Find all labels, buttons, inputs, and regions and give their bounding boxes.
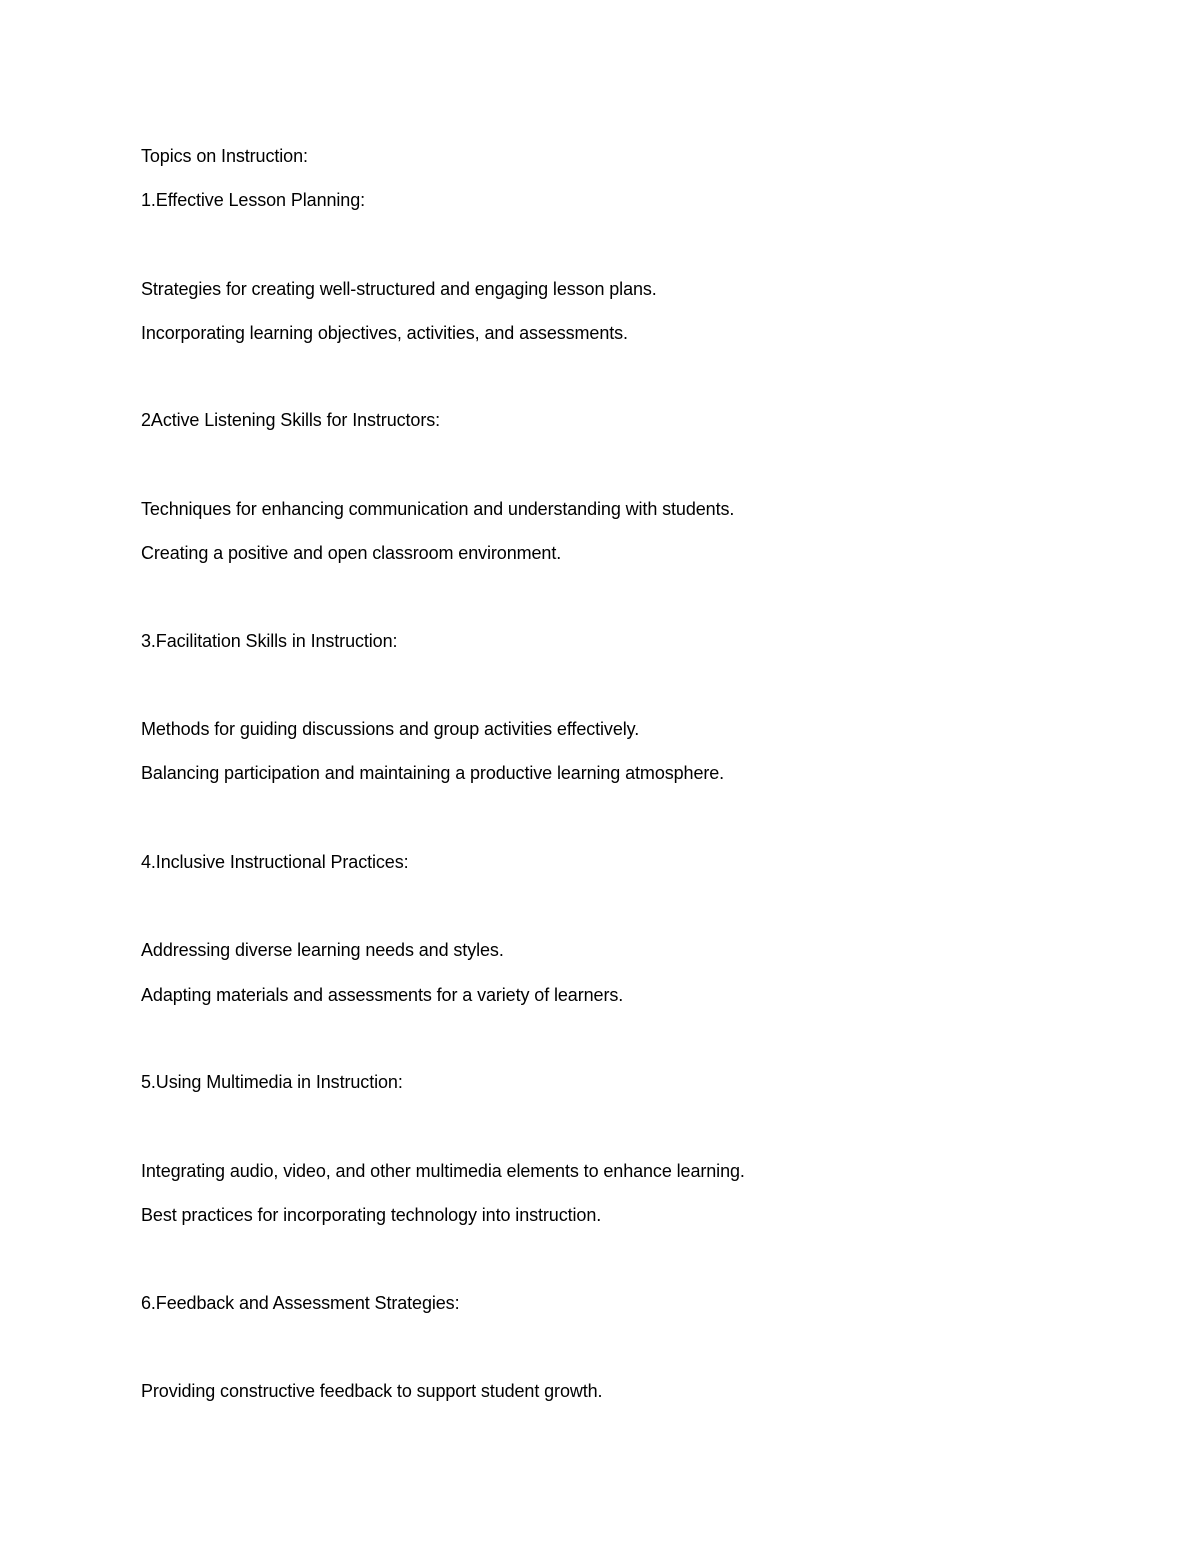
section-heading: 5.Using Multimedia in Instruction: xyxy=(141,1072,403,1092)
section-point: Techniques for enhancing communication and understanding with students. xyxy=(141,499,735,519)
section-point: Incorporating learning objectives, activities, and assessments. xyxy=(141,323,628,343)
section-heading: 6.Feedback and Assessment Strategies: xyxy=(141,1293,460,1313)
section-point: Best practices for incorporating technology into instruction. xyxy=(141,1205,602,1225)
section-point: Creating a positive and open classroom environment. xyxy=(141,543,562,563)
section-point: Addressing diverse learning needs and styles. xyxy=(141,940,504,960)
section-heading: 4.Inclusive Instructional Practices: xyxy=(141,852,409,872)
section-heading: 1.Effective Lesson Planning: xyxy=(141,190,366,210)
section-heading: 2Active Listening Skills for Instructors: xyxy=(141,410,441,430)
section-point: Adapting materials and assessments for a variety of learners. xyxy=(141,985,624,1005)
section-point: Balancing participation and maintaining a productive learning atmosphere. xyxy=(141,763,725,783)
document-title: Topics on Instruction: xyxy=(141,146,308,166)
section-point: Strategies for creating well-structured and engaging lesson plans. xyxy=(141,279,657,299)
section-point: Providing constructive feedback to support student growth. xyxy=(141,1381,603,1401)
section-point: Integrating audio, video, and other multimedia elements to enhance learning. xyxy=(141,1161,745,1181)
section-point: Methods for guiding discussions and group activities effectively. xyxy=(141,719,640,739)
section-heading: 3.Facilitation Skills in Instruction: xyxy=(141,631,398,651)
